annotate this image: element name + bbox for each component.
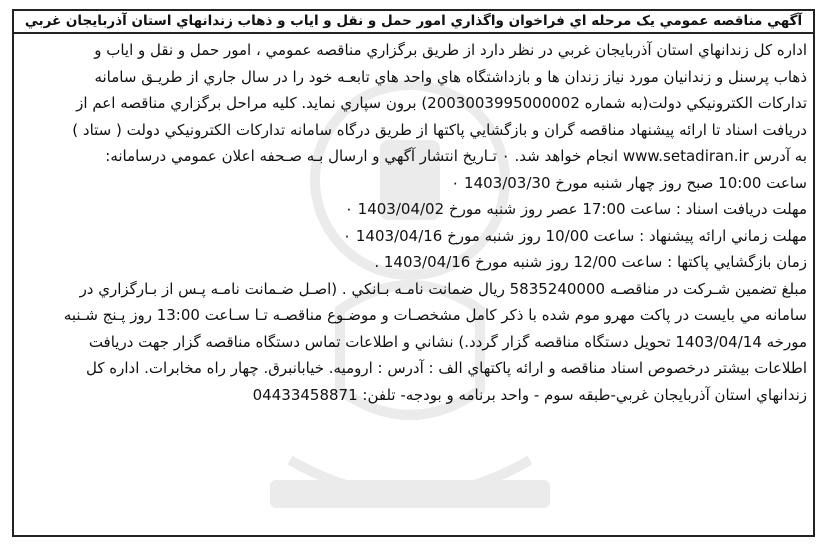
body-line: ذهاب پرسنل و زندانيان مورد نياز زندان ها و بازداشتگاه هاي واحد هاي تابعـه خود را در سال جاري از طريـق سامانه [94, 67, 807, 86]
notice-title: آگهي مناقصه عمومي يک مرحله اي فراخوان واگذاري امور حمل و نقل و اياب و ذهاب زندانهاي استان آذربايجان غربي [14, 10, 813, 34]
body-line: اطلاعات بيشتر درخصوص اسناد مناقصه و ارائه پاكتهاي الف : آدرس : اروميه. خيابانبرق. چهار راه مخابرات. اداره كل [85, 359, 807, 377]
body-line: به آدرس www.setadiran.ir انجام خواهد شد. ۰ تـاريخ انتشار آگهي و ارسال بـه صـحفه اعلان عمومي درسامانه: [105, 147, 807, 165]
body-line: دريافت اسناد تا ارائه پيشنهاد مناقصه گران و بازگشايي پاكتها از طريق درگاه سامانه تداركات الكترونيكي دولت ( ستاد ) [72, 120, 807, 139]
body-line: مورخه 1403/04/14 تحويل دستگاه مناقصه گزار گردد.) نشاني و اطلاعات تماس دستگاه مناقصه گزار جهت دريافت [88, 332, 807, 351]
document-deadline-line: مهلت دريافت اسناد : ساعت 17:00 عصر روز شنبه مورخ 1403/04/02 ۰ [344, 200, 807, 218]
body-line: سامانه مي بايست در پاكت مهرو موم شده با ذكر كامل مشخصـات و موضـوع مناقصـه تـا سـاعت 13:00 روز پـنج شـنبه [63, 306, 807, 324]
body-line: اداره كل زندانهاي استان آذربايجان غربي در نظر دارد از طريق برگزاري مناقصه عمومي ، امور حمل و نقل و اياب و [94, 41, 807, 59]
body-line: تداركات الكترونيكي دولت(به شماره 2003003995000002) برون سپاري نمايد. كليه مراحل برگزاري مناقصه اعم از [76, 94, 807, 112]
bid-deadline-line: مهلت زماني ارائه پيشنهاد : ساعت 10/00 روز شنبه مورخ 1403/04/16 ۰ [343, 226, 807, 245]
opening-date-line: زمان بازگشايي پاكتها : ساعت 12/00 روز شنبه مورخ 1403/04/16 . [374, 253, 807, 271]
notice-body [20, 37, 807, 408]
body-line: مبلغ تضمين شـركت در مناقصـه 5835240000 ريال ضمانت نامـه بـانكي . (اصـل ضـمانت نامـه پـس از بـارگزاري در [79, 279, 807, 298]
publish-date-line: ساعت 10:00 صبح روز چهار شنبه مورخ 1403/03/30 ۰ [451, 173, 807, 192]
contact-line: زندانهاي استان آذربايجان غربي-طبقه سوم - واحد برنامه و بودجه- تلفن: 04433458871 [252, 385, 807, 404]
